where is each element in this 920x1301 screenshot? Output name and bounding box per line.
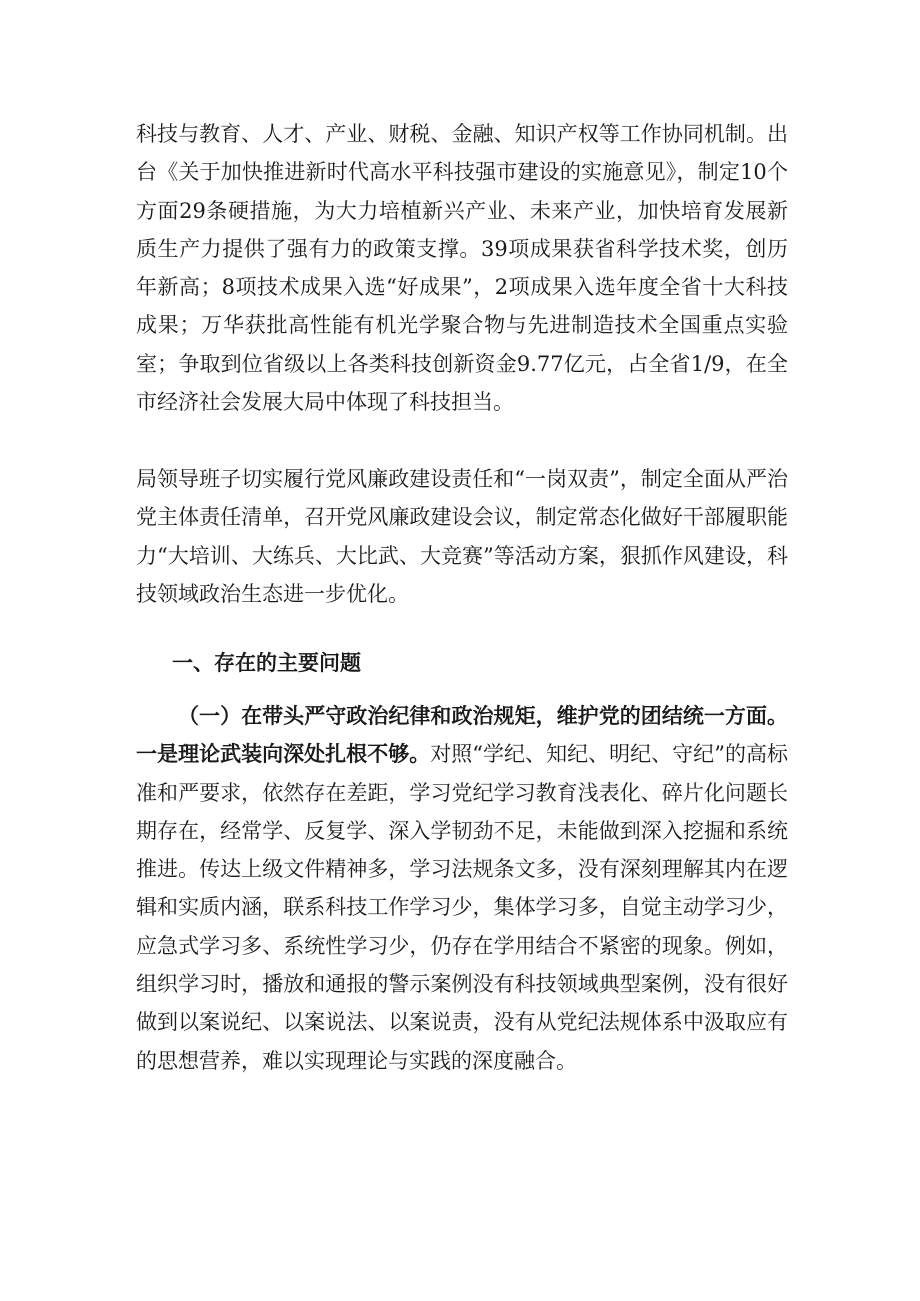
paragraph-achievements: 科技与教育、人才、产业、财税、金融、知识产权等工作协同机制。出台《关于加快推进新时代高水平科技强市建设的实施意见》，制定10个方面29条硬措施，为大力培植新兴产业、未来产业，加快培育发展新质生产力提供了强有力的政策支撑。39项成果获省科学技术奖，创历年新高；8项技术成果入选“好成果”，2项成果入选年度全省十大科技成果；万华获批高性能有机光学聚合物与先进制造技术全国重点实验室；争取到位省级以上各类科技创新资金9.77亿元，占全省1/9，在全市经济社会发展大局中体现了科技担当。 — [136, 122, 788, 415]
problem-one-bold-lead: （一）在带头严守政治纪律和政治规矩，维护党的团结统一方面。一是理论武装向深处扎根不够。 — [136, 703, 788, 767]
paragraph-problem-one — [136, 697, 788, 1080]
problem-one-body: 对照“学纪、知纪、明纪、守纪”的高标准和严要求，依然存在差距，学习党纪学习教育浅表化、碎片化问题长期存在，经常学、反复学、深入学韧劲不足，未能做到深入挖掘和系统推进。传达上级文件精神多，学习法规条文多，没有深刻理解其内在逻辑和实质内涵，联系科技工作学习少，集体学习多，自觉主动学习少，应急式学习多、系统性学习少，仍存在学用结合不紧密的现象。例如，组织学习时，播放和通报的警示案例没有科技领域典型案例，没有很好做到以案说纪、以案说法、以案说责，没有从党纪法规体系中汲取应有的思想营养，难以实现理论与实践的深度融合。 — [136, 742, 788, 1073]
paragraph-party-conduct: 局领导班子切实履行党风廉政建设责任和“一岗双责”，制定全面从严治党主体责任清单，召开党风廉政建设会议，制定常态化做好干部履职能力“大培训、大练兵、大比武、大竞赛”等活动方案，狠抓作风建设，科技领域政治生态进一步优化。 — [136, 467, 788, 606]
section-heading-main-problems: 一、存在的主要问题 — [172, 650, 361, 675]
